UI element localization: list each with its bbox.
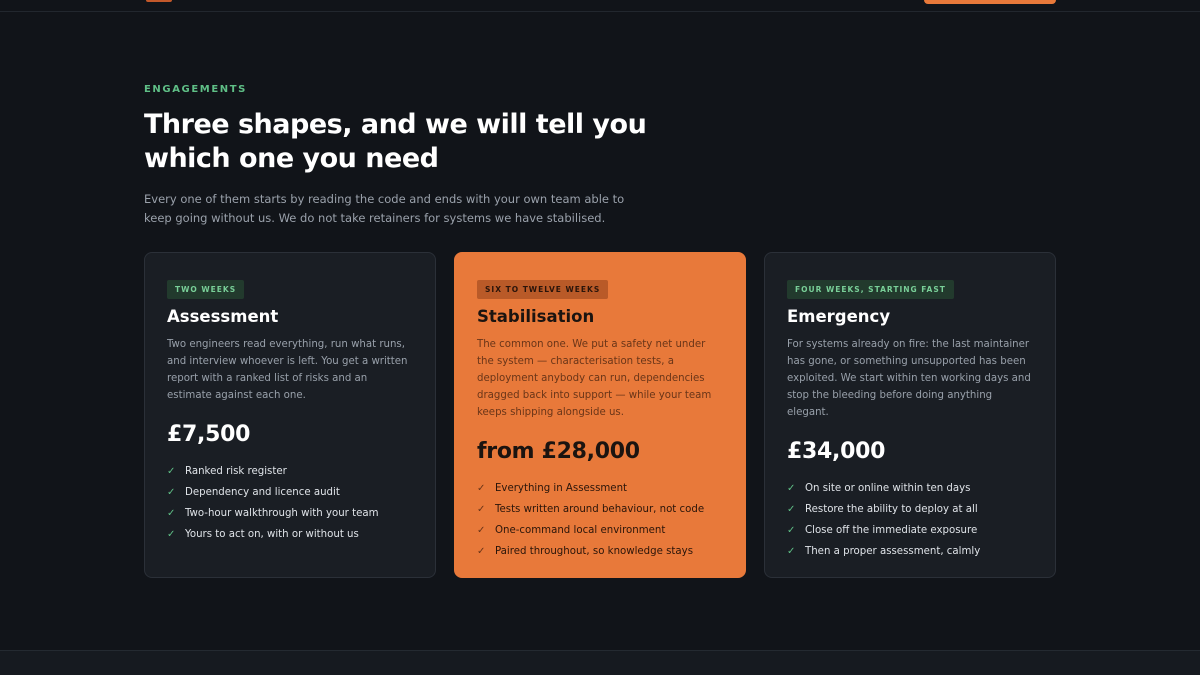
feature-label: Everything in Assessment: [495, 483, 628, 494]
feature-item: [477, 541, 723, 562]
card-assessment: [144, 252, 436, 578]
card-description: Two engineers read everything, run what runs, and interview whoever is left. You get a written report with a ranked list of risks and an estimate against each one.: [167, 339, 408, 401]
feature-list: [167, 461, 413, 545]
duration-badge: SIX TO TWELVE WEEKS: [477, 280, 608, 299]
check-icon: ✓: [787, 525, 796, 536]
check-icon: ✓: [167, 529, 176, 540]
feature-label: One-command local environment: [495, 525, 666, 536]
card-description: For systems already on fire: the last maintainer has gone, or something unsupported has been exploited. We start within ten working days and stop the bleeding before doing anything elegant.: [787, 339, 1031, 418]
feature-item: [167, 482, 413, 503]
feature-label: Dependency and licence audit: [185, 487, 340, 498]
feature-list: [787, 478, 1033, 562]
top-navigation-bar: [0, 0, 1200, 12]
card-price: from £28,000: [477, 439, 640, 464]
feature-label: Tests written around behaviour, not code: [495, 504, 705, 515]
feature-label: Ranked risk register: [185, 466, 287, 477]
check-icon: ✓: [477, 504, 486, 515]
header-cta-button[interactable]: [924, 0, 1056, 4]
section-eyebrow: ENGAGEMENTS: [144, 84, 247, 95]
feature-item: [167, 461, 413, 482]
card-description: The common one. We put a safety net under the system — characterisation tests, a deployment anybody can run, dependencies dragged back into support — while your team keeps shipping alongside us.: [477, 339, 712, 418]
feature-item: [787, 520, 1033, 541]
card-title: Stabilisation: [477, 307, 595, 326]
feature-label: Then a proper assessment, calmly: [805, 546, 981, 557]
feature-item: [787, 478, 1033, 499]
card-price: £7,500: [167, 422, 251, 447]
pricing-cards: [144, 252, 1056, 578]
feature-label: Yours to act on, with or without us: [185, 529, 359, 540]
card-price: £34,000: [787, 439, 886, 464]
next-section-edge: [0, 650, 1200, 675]
check-icon: ✓: [787, 504, 796, 515]
check-icon: ✓: [167, 487, 176, 498]
check-icon: ✓: [167, 508, 176, 519]
card-title: Emergency: [787, 307, 891, 326]
feature-item: [787, 541, 1033, 562]
check-icon: ✓: [477, 546, 486, 557]
feature-item: [167, 503, 413, 524]
check-icon: ✓: [787, 546, 796, 557]
card-stabilisation: [454, 252, 746, 578]
feature-label: On site or online within ten days: [805, 483, 971, 494]
duration-badge: FOUR WEEKS, STARTING FAST: [787, 280, 954, 299]
feature-label: Paired throughout, so knowledge stays: [495, 546, 694, 557]
check-icon: ✓: [787, 483, 796, 494]
card-emergency: [764, 252, 1056, 578]
feature-label: Restore the ability to deploy at all: [805, 504, 978, 515]
feature-list: [477, 478, 723, 562]
feature-item: [477, 499, 723, 520]
logo[interactable]: [146, 0, 172, 2]
duration-badge: TWO WEEKS: [167, 280, 244, 299]
section-heading: Three shapes, and we will tell you which one you need: [144, 109, 647, 174]
feature-item: [477, 478, 723, 499]
feature-item: [787, 499, 1033, 520]
engagements-section: [144, 84, 1056, 228]
check-icon: ✓: [477, 525, 486, 536]
card-title: Assessment: [167, 307, 279, 326]
check-icon: ✓: [167, 466, 176, 477]
feature-label: Close off the immediate exposure: [805, 525, 978, 536]
feature-item: [167, 524, 413, 545]
feature-item: [477, 520, 723, 541]
feature-label: Two-hour walkthrough with your team: [185, 508, 379, 519]
check-icon: ✓: [477, 483, 486, 494]
section-lede: Every one of them starts by reading the code and ends with your own team able to keep going without us. We do not take retainers for systems we have stabilised.: [144, 192, 625, 225]
